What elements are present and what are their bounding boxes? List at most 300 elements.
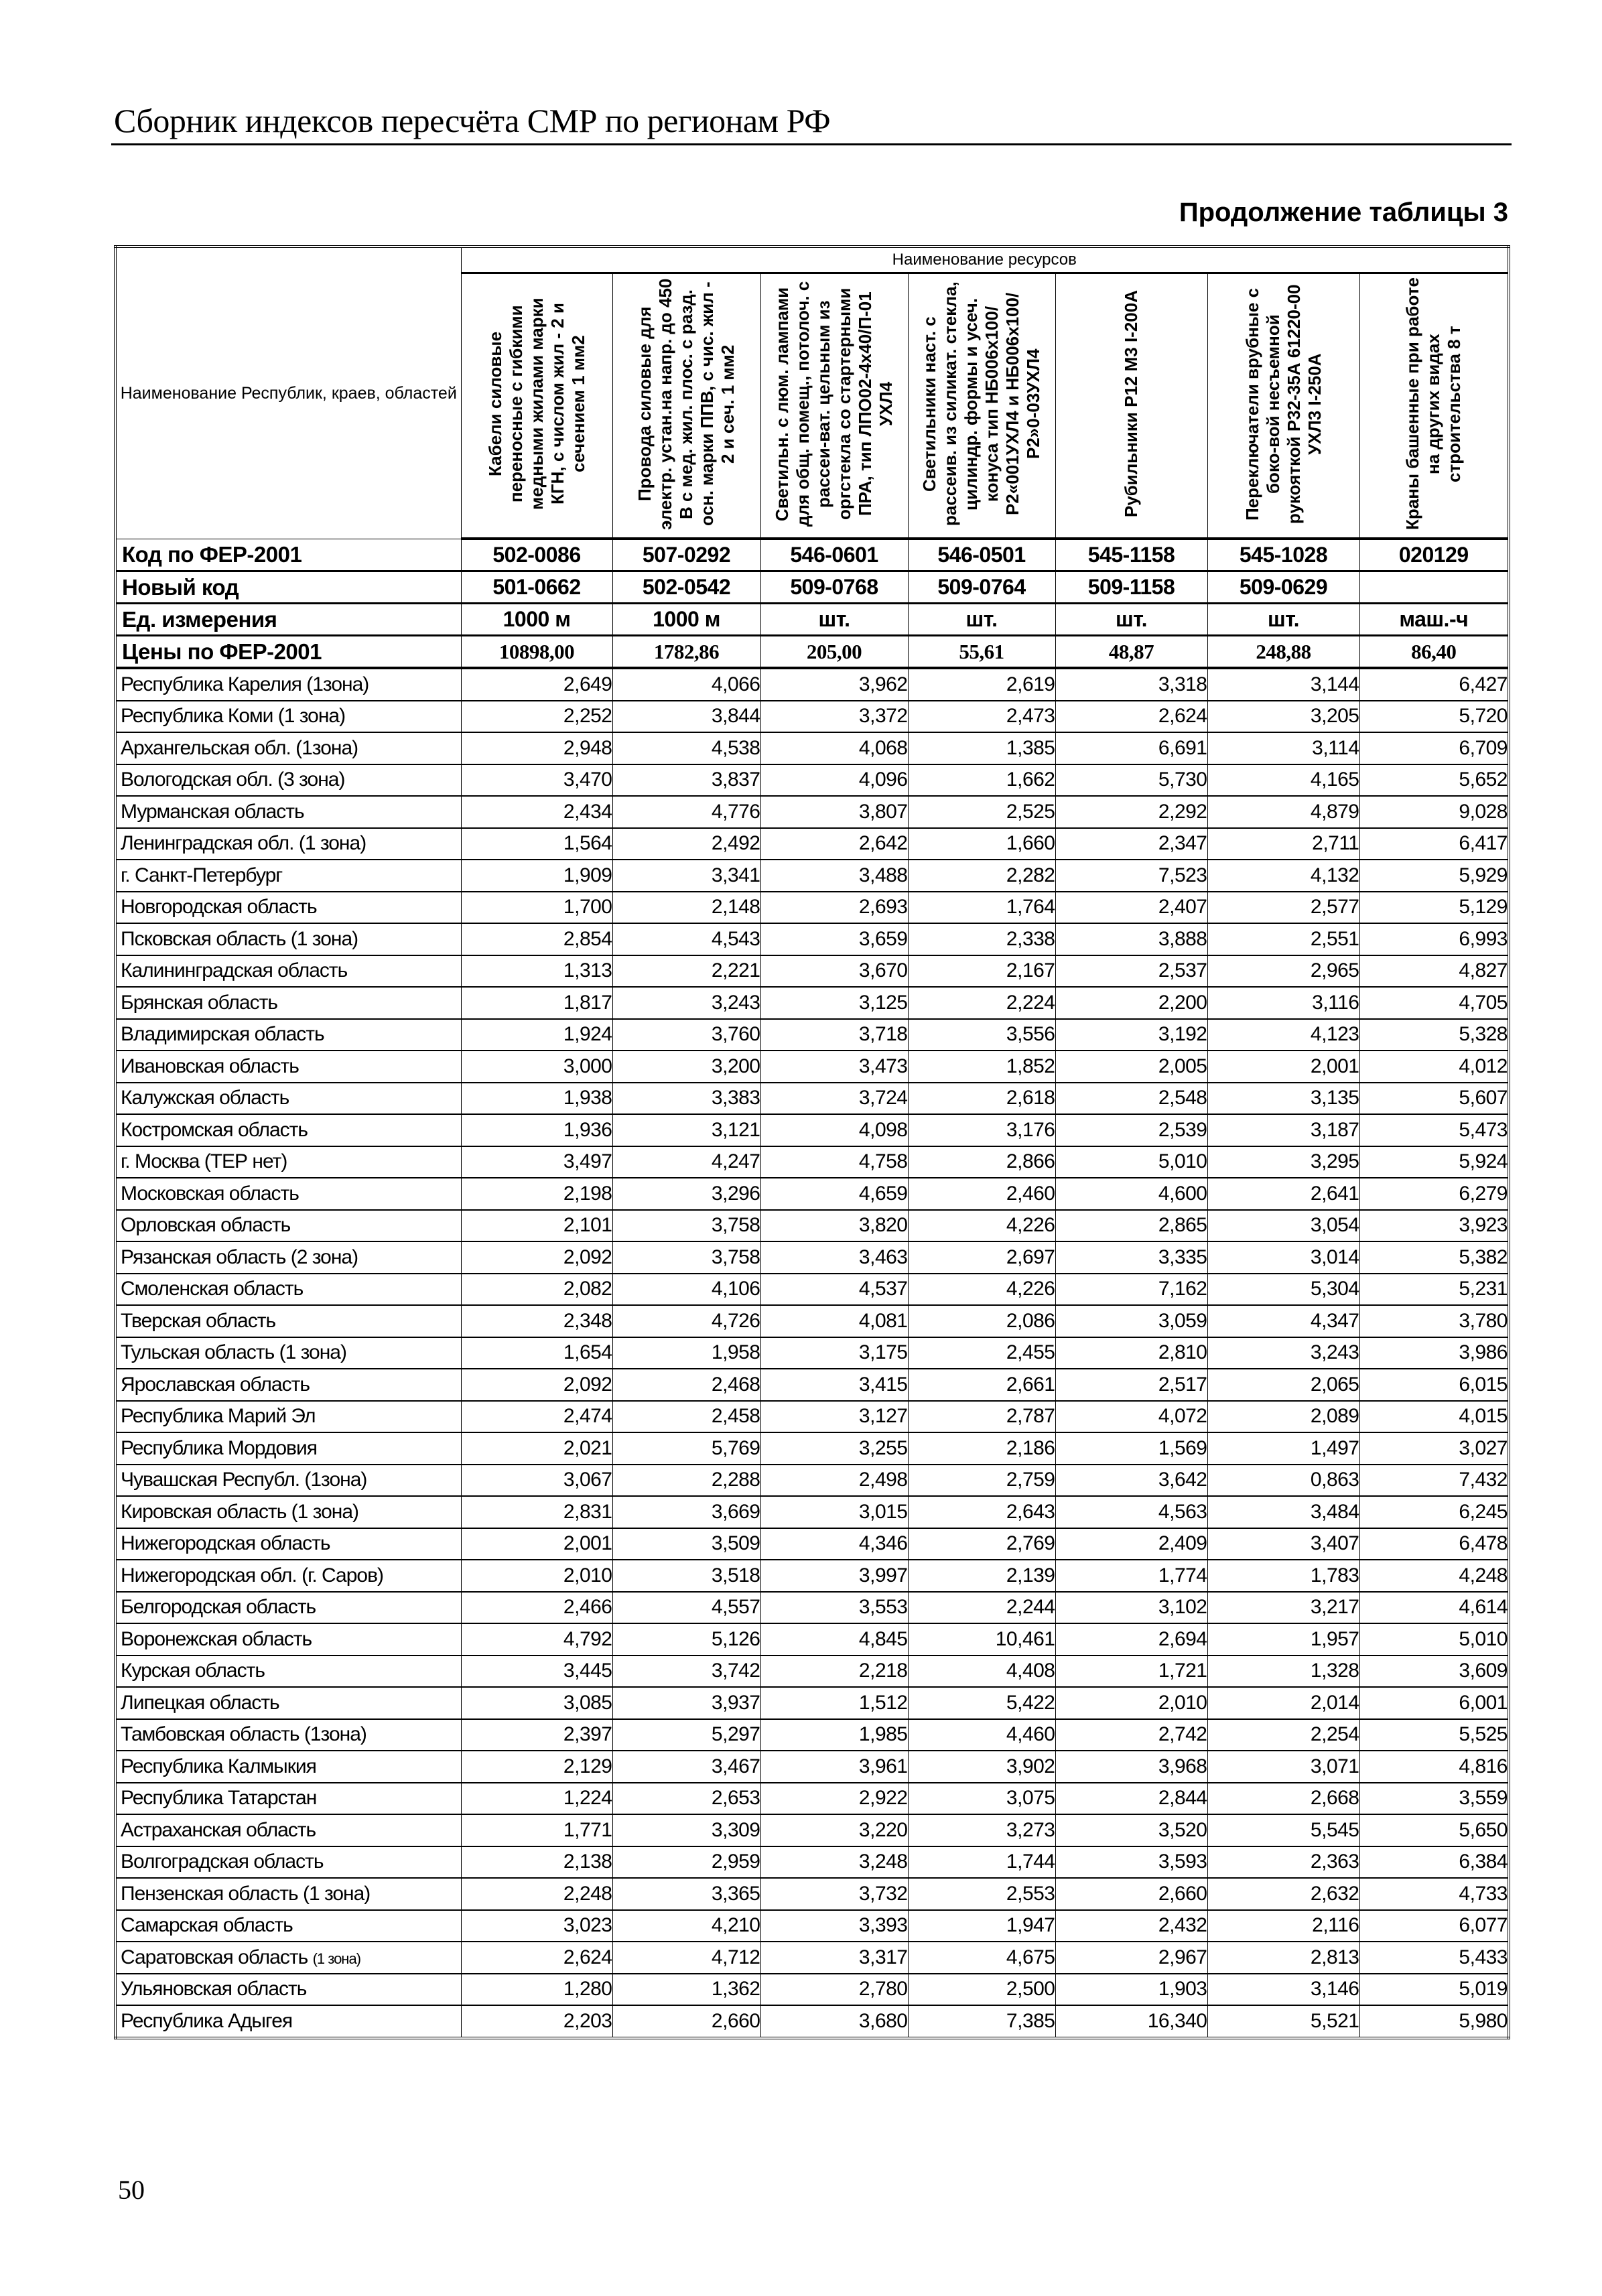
index-value-cell: 2,434 [461,796,612,828]
table-row [115,1083,1509,1115]
index-value-cell: 5,328 [1359,1019,1509,1051]
index-value-cell: 6,384 [1359,1846,1509,1879]
index-value-cell: 3,059 [1055,1305,1207,1337]
index-value-cell: 2,254 [1207,1719,1359,1751]
index-value-cell: 2,697 [908,1241,1055,1274]
region-name-cell [115,764,461,797]
region-name-cell [115,1974,461,2006]
index-value-cell: 2,813 [1207,1942,1359,1974]
index-value-cell: 4,066 [612,668,760,701]
region-name-cell [115,1783,461,1815]
index-value-cell: 3,383 [612,1083,760,1115]
table-row [115,1910,1509,1942]
index-value-cell: 3,553 [760,1592,908,1624]
index-value-cell: 4,538 [612,732,760,764]
index-value-cell: 2,642 [760,828,908,860]
meta-value: 1000 м [612,604,760,636]
index-value-cell: 2,517 [1055,1369,1207,1401]
index-value-cell: 2,082 [461,1274,612,1306]
index-value-cell: 2,769 [908,1528,1055,1560]
index-value-cell: 2,844 [1055,1783,1207,1815]
meta-row-new-code [115,571,1509,604]
region-name: Тверская область [121,1309,276,1332]
index-value-cell: 3,144 [1207,668,1359,701]
region-name: Московская область [121,1182,299,1205]
index-value-cell: 2,548 [1055,1083,1207,1115]
index-value-cell: 1,280 [461,1974,612,2006]
table-row [115,1878,1509,1910]
resource-name: Провода силовые для электр. устан.на напр. до 450 В с мед. жил. плос. с разд. осн. марки ППВ, с чис. жил - 2 и сеч. 1 мм2 [635,278,738,530]
index-value-cell: 2,539 [1055,1114,1207,1146]
index-value-cell: 2,967 [1055,1942,1207,1974]
index-value-cell: 4,563 [1055,1496,1207,1528]
index-value-cell: 3,014 [1207,1241,1359,1274]
meta-value: 509-0629 [1207,571,1359,604]
region-name: Нижегородская область [121,1532,330,1555]
index-value-cell: 3,807 [760,796,908,828]
index-value-cell: 4,106 [612,1274,760,1306]
region-name: Мурманская область [121,800,304,823]
region-name-cell [115,955,461,988]
region-name-cell [115,1401,461,1433]
region-name: Липецкая область [121,1691,279,1714]
index-value-cell: 3,742 [612,1656,760,1688]
index-value-cell: 3,372 [760,701,908,733]
table-row [115,1942,1509,1974]
region-name: Самарская область [121,1914,293,1937]
index-value-cell: 2,288 [612,1465,760,1497]
index-value-cell: 2,653 [612,1783,760,1815]
index-value-cell: 5,304 [1207,1274,1359,1306]
index-value-cell: 6,279 [1359,1178,1509,1210]
index-value-cell: 2,001 [1207,1051,1359,1083]
meta-value: шт. [908,604,1055,636]
index-value-cell: 2,116 [1207,1910,1359,1942]
region-name-cell [115,1910,461,1942]
index-value-cell: 4,845 [760,1623,908,1656]
index-value-cell: 1,512 [760,1687,908,1719]
index-value-cell: 2,468 [612,1369,760,1401]
region-name: Пензенская область (1 зона) [121,1882,371,1905]
table-row [115,1178,1509,1210]
index-value-cell: 1,817 [461,987,612,1019]
table-row [115,1783,1509,1815]
index-value-cell: 4,543 [612,923,760,955]
index-value-cell: 6,015 [1359,1369,1509,1401]
index-value-cell: 2,474 [461,1401,612,1433]
index-value-cell: 3,659 [760,923,908,955]
meta-value: 502-0542 [612,571,760,604]
index-value-cell: 3,015 [760,1496,908,1528]
index-value-cell: 2,551 [1207,923,1359,955]
table-row [115,1210,1509,1242]
index-value-cell: 5,650 [1359,1814,1509,1846]
table-row [115,1465,1509,1497]
region-name-cell [115,1592,461,1624]
index-value-cell: 3,071 [1207,1751,1359,1783]
index-value-cell: 6,077 [1359,1910,1509,1942]
region-name: Волгоградская область [121,1850,324,1873]
index-value-cell: 3,415 [760,1369,908,1401]
index-value-cell: 2,010 [461,1560,612,1592]
index-value-cell: 1,385 [908,732,1055,764]
region-name: Кировская область (1 зона) [121,1500,359,1523]
index-value-cell: 6,427 [1359,668,1509,701]
index-value-cell: 3,844 [612,701,760,733]
index-value-cell: 3,732 [760,1878,908,1910]
index-value-cell: 2,660 [1055,1878,1207,1910]
index-value-cell: 5,525 [1359,1719,1509,1751]
meta-value: 546-0501 [908,539,1055,571]
meta-value: 507-0292 [612,539,760,571]
index-value-cell: 2,129 [461,1751,612,1783]
region-name: Воронежская область [121,1627,312,1650]
region-name: Ленинградская обл. (1 зона) [121,832,366,855]
index-value-cell: 3,248 [760,1846,908,1879]
index-value-cell: 4,015 [1359,1401,1509,1433]
region-name: Калужская область [121,1087,289,1109]
index-value-cell: 2,397 [461,1719,612,1751]
meta-label: Цены по ФЕР-2001 [115,636,461,669]
region-name: Псковская область (1 зона) [121,927,358,950]
index-value-cell: 7,385 [908,2005,1055,2038]
index-value-cell: 6,478 [1359,1528,1509,1560]
table-row [115,1146,1509,1178]
index-value-cell: 4,408 [908,1656,1055,1688]
meta-row-price [115,636,1509,669]
index-value-cell: 3,393 [760,1910,908,1942]
index-value-cell: 3,085 [461,1687,612,1719]
index-value-cell: 2,525 [908,796,1055,828]
index-value-cell: 1,569 [1055,1432,1207,1465]
index-value-cell: 4,537 [760,1274,908,1306]
index-value-cell: 5,126 [612,1623,760,1656]
region-name: Ивановская область [121,1055,299,1077]
index-value-cell: 4,614 [1359,1592,1509,1624]
index-value-cell: 2,649 [461,668,612,701]
index-value-cell: 3,609 [1359,1656,1509,1688]
index-value-cell: 2,005 [1055,1051,1207,1083]
index-value-cell: 3,593 [1055,1846,1207,1879]
index-value-cell: 7,432 [1359,1465,1509,1497]
index-value-cell: 2,473 [908,701,1055,733]
index-value-cell: 3,317 [760,1942,908,1974]
index-value-cell: 3,365 [612,1878,760,1910]
region-name-cell [115,1210,461,1242]
index-value-cell: 2,248 [461,1878,612,1910]
index-value-cell: 2,282 [908,860,1055,892]
index-value-cell: 16,340 [1055,2005,1207,2038]
region-name-cell [115,860,461,892]
index-value-cell: 3,758 [612,1210,760,1242]
index-value-cell: 5,297 [612,1719,760,1751]
table-row [115,860,1509,892]
index-value-cell: 2,221 [612,955,760,988]
index-value-cell: 3,888 [1055,923,1207,955]
region-name: Брянская область [121,991,277,1014]
index-value-cell: 2,711 [1207,828,1359,860]
index-value-cell: 3,724 [760,1083,908,1115]
index-value-cell: 3,760 [612,1019,760,1051]
index-value-cell: 3,309 [612,1814,760,1846]
resource-column-header [1359,273,1509,539]
region-name-cell [115,1623,461,1656]
index-value-cell: 2,492 [612,828,760,860]
meta-row-unit [115,604,1509,636]
index-value-cell: 1,958 [612,1337,760,1369]
index-value-cell: 4,072 [1055,1401,1207,1433]
index-value-cell: 2,092 [461,1241,612,1274]
region-name-cell [115,701,461,733]
index-value-cell: 3,923 [1359,1210,1509,1242]
resource-name: Светильн. с люм. лампами для общ. помещ., потолоч. с рассеи-ват. цельным из оргстекла со стартерными ПРА, тип ЛПО02-4х40/П-01 УХЛ4 [772,281,896,527]
index-value-cell: 3,187 [1207,1114,1359,1146]
region-name-cell [115,1496,461,1528]
region-name: Архангельская обл. (1зона) [121,736,358,759]
resource-name: Рубильники Р12 М3 I-200А [1121,290,1141,518]
table-row [115,955,1509,988]
region-name: Новгородская область [121,896,317,919]
meta-value: 020129 [1359,539,1509,571]
table-row [115,1241,1509,1274]
index-value-cell: 2,661 [908,1369,1055,1401]
index-value-cell: 2,619 [908,668,1055,701]
meta-value: 546-0601 [760,539,908,571]
index-value-cell: 3,445 [461,1656,612,1688]
index-value-cell: 2,831 [461,1496,612,1528]
index-value-cell: 6,691 [1055,732,1207,764]
index-value-cell: 2,854 [461,923,612,955]
region-name: Республика Мордовия [121,1436,317,1459]
index-value-cell: 3,067 [461,1465,612,1497]
index-value-cell: 3,335 [1055,1241,1207,1274]
index-value-cell: 2,021 [461,1432,612,1465]
index-value-cell: 5,607 [1359,1083,1509,1115]
index-value-cell: 2,922 [760,1783,908,1815]
index-value-cell: 2,014 [1207,1687,1359,1719]
index-value-cell: 5,521 [1207,2005,1359,2038]
meta-value: 509-0764 [908,571,1055,604]
index-value-cell: 2,965 [1207,955,1359,988]
index-value-cell: 2,780 [760,1974,908,2006]
index-value-cell: 4,012 [1359,1051,1509,1083]
meta-value: 509-1158 [1055,571,1207,604]
meta-value: 501-0662 [461,571,612,604]
index-value-cell: 4,659 [760,1178,908,1210]
index-value-cell: 3,780 [1359,1305,1509,1337]
index-value-cell: 2,643 [908,1496,1055,1528]
index-value-cell: 2,089 [1207,1401,1359,1433]
index-value-cell: 3,121 [612,1114,760,1146]
index-value-cell: 3,509 [612,1528,760,1560]
region-name-cell [115,1878,461,1910]
table-row [115,1719,1509,1751]
region-name-cell [115,1814,461,1846]
index-value-cell: 4,712 [612,1942,760,1974]
index-value-cell: 2,347 [1055,828,1207,860]
index-value-cell: 3,217 [1207,1592,1359,1624]
index-value-cell: 2,460 [908,1178,1055,1210]
resource-name: Переключатели врубные с боко-вой несъемной рукояткой Р32-35А 61220-00 УХЛ3 I-250А [1242,284,1325,524]
table-row [115,1274,1509,1306]
resource-name: Краны башенные при работе на других видах строительства 8 т [1402,277,1465,531]
index-value-cell: 3,758 [612,1241,760,1274]
region-name: Республика Карелия (1зона) [121,673,369,695]
index-value-cell: 2,694 [1055,1623,1207,1656]
index-value-cell: 1,564 [461,828,612,860]
index-value-cell: 3,473 [760,1051,908,1083]
meta-value: 48,87 [1055,636,1207,669]
index-value-cell: 2,244 [908,1592,1055,1624]
region-name-cell [115,1719,461,1751]
index-value-cell: 5,980 [1359,2005,1509,2038]
index-value-cell: 1,497 [1207,1432,1359,1465]
index-value-cell: 2,455 [908,1337,1055,1369]
index-value-cell: 1,313 [461,955,612,988]
index-value-cell: 3,318 [1055,668,1207,701]
region-name: Орловская область [121,1214,291,1237]
index-value-cell: 5,545 [1207,1814,1359,1846]
index-value-cell: 5,929 [1359,860,1509,892]
index-value-cell: 4,347 [1207,1305,1359,1337]
table-row [115,1656,1509,1688]
index-value-cell: 3,135 [1207,1083,1359,1115]
index-value-cell: 3,902 [908,1751,1055,1783]
region-zone-note: (1 зона) [312,1950,361,1967]
table-row [115,1751,1509,1783]
index-value-cell: 1,852 [908,1051,1055,1083]
index-value-cell: 2,742 [1055,1719,1207,1751]
index-value-cell: 3,200 [612,1051,760,1083]
index-value-cell: 3,986 [1359,1337,1509,1369]
resources-group-header: Наименование ресурсов [461,247,1509,273]
resource-column-header [612,273,760,539]
region-name-cell [115,1241,461,1274]
region-name-cell [115,987,461,1019]
meta-value: 509-0768 [760,571,908,604]
index-value-cell: 3,243 [612,987,760,1019]
meta-value [1359,571,1509,604]
index-value-cell: 4,226 [908,1210,1055,1242]
index-value-cell: 4,879 [1207,796,1359,828]
index-value-cell: 3,023 [461,1910,612,1942]
table-row [115,732,1509,764]
index-value-cell: 2,167 [908,955,1055,988]
index-value-cell: 2,810 [1055,1337,1207,1369]
index-value-cell: 2,363 [1207,1846,1359,1879]
meta-value: 1000 м [461,604,612,636]
table-row [115,828,1509,860]
region-name: Чувашская Республ. (1зона) [121,1469,367,1491]
region-name-cell [115,923,461,955]
index-value-cell: 2,668 [1207,1783,1359,1815]
index-value-cell: 2,865 [1055,1210,1207,1242]
table-row [115,923,1509,955]
index-value-cell: 1,662 [908,764,1055,797]
index-value-cell: 3,116 [1207,987,1359,1019]
table-row [115,1974,1509,2006]
region-name-cell [115,1083,461,1115]
index-value-cell: 6,245 [1359,1496,1509,1528]
index-value-cell: 4,081 [760,1305,908,1337]
region-name: Республика Коми (1 зона) [121,705,346,728]
index-value-cell: 3,075 [908,1783,1055,1815]
resource-name: Кабели силовые переносные с гибкими медными жилами марки КГН, с числом жил - 2 и сечением 1 мм2 [484,297,588,511]
index-value-cell: 1,783 [1207,1560,1359,1592]
region-name-cell [115,2005,461,2038]
index-value-cell: 3,484 [1207,1496,1359,1528]
index-value-cell: 2,148 [612,892,760,924]
index-value-cell: 4,132 [1207,860,1359,892]
table-row [115,796,1509,828]
index-value-cell: 7,523 [1055,860,1207,892]
meta-value: 545-1028 [1207,539,1359,571]
meta-value: 1782,86 [612,636,760,669]
table-continuation-caption: Продолжение таблицы 3 [1179,198,1508,227]
index-value-cell: 3,718 [760,1019,908,1051]
index-value-cell: 2,432 [1055,1910,1207,1942]
region-name: Ярославская область [121,1373,310,1396]
region-name-cell [115,1274,461,1306]
index-value-cell: 4,096 [760,764,908,797]
index-value-cell: 4,123 [1207,1019,1359,1051]
index-value-cell: 4,827 [1359,955,1509,988]
meta-value: маш.-ч [1359,604,1509,636]
region-name-cell [115,1942,461,1974]
index-value-cell: 2,203 [461,2005,612,2038]
index-value-cell: 6,709 [1359,732,1509,764]
index-value-cell: 1,700 [461,892,612,924]
region-name-cell [115,828,461,860]
index-value-cell: 3,518 [612,1560,760,1592]
index-value-cell: 4,758 [760,1146,908,1178]
region-name: Астраханская область [121,1818,316,1841]
table-row [115,1560,1509,1592]
table-row [115,1114,1509,1146]
index-value-cell: 4,226 [908,1274,1055,1306]
page-number: 50 [118,2175,145,2205]
index-value-cell: 3,962 [760,668,908,701]
index-value-cell: 5,769 [612,1432,760,1465]
index-value-cell: 4,068 [760,732,908,764]
index-value-cell: 3,937 [612,1687,760,1719]
index-value-cell: 3,669 [612,1496,760,1528]
index-value-cell: 3,176 [908,1114,1055,1146]
meta-row-fer-code [115,539,1509,571]
index-value-cell: 5,129 [1359,892,1509,924]
index-value-cell: 3,114 [1207,732,1359,764]
index-value-cell: 2,959 [612,1846,760,1879]
index-value-cell: 5,924 [1359,1146,1509,1178]
index-value-cell: 3,463 [760,1241,908,1274]
region-name: Нижегородская обл. (г. Саров) [121,1564,384,1586]
index-value-cell: 1,903 [1055,1974,1207,2006]
index-value-cell: 1,957 [1207,1623,1359,1656]
index-value-cell: 2,466 [461,1592,612,1624]
region-name-cell [115,796,461,828]
region-name-cell [115,892,461,924]
index-value-cell: 2,624 [461,1942,612,1974]
index-value-cell: 2,200 [1055,987,1207,1019]
index-value-cell: 5,010 [1055,1146,1207,1178]
table-row [115,1846,1509,1879]
index-value-cell: 2,537 [1055,955,1207,988]
region-name-cell [115,1528,461,1560]
resource-column-header [1055,273,1207,539]
index-value-cell: 2,641 [1207,1178,1359,1210]
table-body [115,539,1509,2038]
table-row [115,1496,1509,1528]
